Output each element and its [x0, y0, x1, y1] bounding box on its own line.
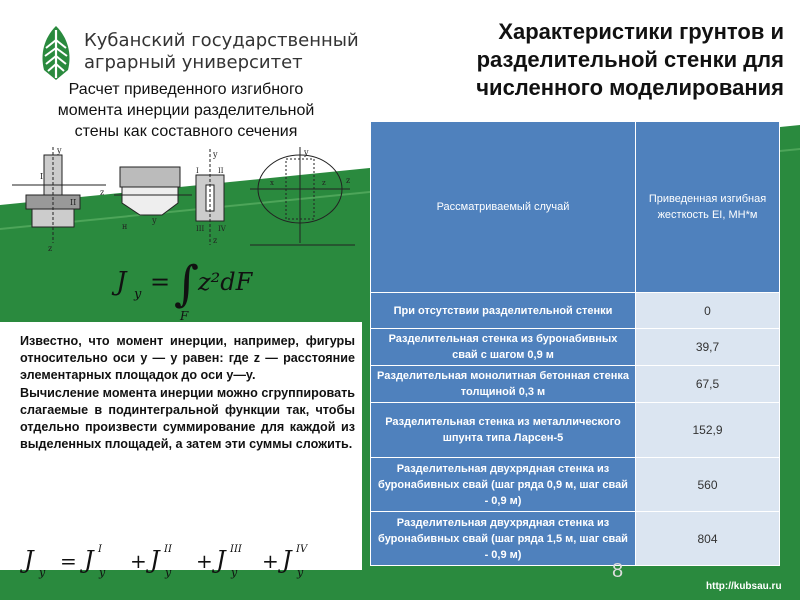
moment-of-inertia-formula	[110, 250, 270, 325]
row-value: 0	[636, 293, 780, 329]
formula1-integral: ∫	[174, 256, 200, 312]
formula2-lhs: J	[24, 546, 34, 574]
svg-text:у: у	[152, 216, 157, 225]
table-row	[371, 458, 780, 512]
svg-text:II: II	[218, 167, 224, 175]
svg-text:z: z	[100, 188, 105, 197]
formula2-term-sub: y	[297, 566, 304, 579]
row-case: Разделительная стенка из буронабивных свай с шагом 0,9 м	[371, 329, 636, 366]
header-stiffness: Приведенная изгибная жесткость EI, МН*м	[636, 122, 780, 293]
formula2-term-sub: y	[165, 566, 172, 579]
row-value: 804	[636, 512, 780, 566]
diagram-1	[12, 146, 106, 253]
row-case: Разделительная монолитная бетонная стенка толщиной 0,3 м	[371, 366, 636, 403]
diagram-3	[196, 149, 227, 245]
header-case: Рассматриваемый случай	[371, 122, 636, 293]
row-value: 152,9	[636, 403, 780, 458]
svg-text:III: III	[196, 225, 205, 233]
svg-text:IV: IV	[218, 225, 226, 233]
formula2-term-sup: I	[98, 544, 102, 555]
svg-text:II: II	[70, 198, 77, 207]
svg-text:z: z	[213, 236, 218, 245]
svg-text:I: I	[40, 172, 44, 181]
row-case: Разделительная стенка из металлического шпунта типа Ларсен-5	[371, 403, 636, 458]
row-case: Разделительная двухрядная стенка из буронабивных свай (шаг ряда 0,9 м, шаг свай - 0,9 м)	[371, 458, 636, 512]
diagram-4	[250, 147, 355, 245]
slide-subtitle: Расчет приведенного изгибного момента инерции разделительной стены как составного сечения	[57, 81, 315, 140]
table-row	[371, 403, 780, 458]
svg-text:z: z	[48, 244, 53, 253]
table-row	[371, 293, 780, 329]
table-row	[371, 512, 780, 566]
formula2-plus: +	[130, 549, 147, 573]
row-value: 39,7	[636, 329, 780, 366]
svg-text:I: I	[196, 167, 199, 175]
explanation-paragraph-1: Известно, что момент инерции, например, фигуры относительно оси y — y равен: где z — расстояние элементарных площадок до оси y—y.	[20, 334, 355, 383]
formula2-equals: =	[60, 549, 77, 573]
svg-text:y: y	[213, 150, 218, 159]
table-header-row	[371, 122, 780, 293]
university-name-line2: аграрный университет	[84, 52, 303, 73]
svg-text:x: x	[270, 179, 274, 187]
slide-title: Характеристики грунтов и разделительной стенки для численного моделирования	[476, 19, 784, 100]
formula1-lower-limit: F	[180, 309, 189, 323]
university-name-line1: Кубанский государственный	[84, 30, 359, 51]
svg-text:z: z	[346, 176, 351, 185]
formula2-term-sup: II	[164, 544, 172, 555]
row-case: Разделительная двухрядная стенка из буронабивных свай (шаг ряда 1,5 м, шаг свай - 0,9 м)	[371, 512, 636, 566]
formula2-term: J	[282, 546, 292, 574]
formula2-term: J	[84, 546, 94, 574]
svg-text:z: z	[322, 179, 326, 187]
formula2-term-sub: y	[231, 566, 238, 579]
table-row	[371, 329, 780, 366]
formula2-plus: +	[262, 549, 279, 573]
row-value: 67,5	[636, 366, 780, 403]
inertia-sum-formula	[20, 536, 350, 584]
site-url[interactable]: http://kubsau.ru	[706, 581, 782, 592]
explanation-paragraph-2: Вычисление момента инерции можно сгруппировать слагаемые в подинтегральной функции так, чтобы отдельно произвести суммирование для каждой из выделенных площадей, а затем эти суммы сложить.	[20, 385, 355, 452]
university-name	[84, 30, 359, 74]
characteristics-table	[370, 121, 780, 566]
formula2-term-sup: III	[230, 544, 242, 555]
row-value: 560	[636, 458, 780, 512]
formula2-term: J	[150, 546, 160, 574]
formula2-term-sub: y	[99, 566, 106, 579]
formula1-lhs-sub: y	[134, 287, 142, 302]
cross-section-diagrams	[10, 145, 360, 255]
svg-text:y: y	[57, 146, 62, 155]
formula2-lhs-sub: y	[39, 566, 46, 579]
formula1-integrand: z²dF	[198, 268, 253, 296]
diagram-2	[114, 167, 192, 231]
row-case: При отсутствии разделительной стенки	[371, 293, 636, 329]
explanation-text	[20, 333, 355, 453]
formula1-lhs: J	[116, 267, 127, 297]
svg-text:н: н	[122, 222, 128, 231]
university-logo	[36, 24, 76, 82]
page-number: 8	[612, 560, 624, 582]
formula2-plus: +	[196, 549, 213, 573]
footer-bar-left	[0, 584, 360, 600]
table-row	[371, 366, 780, 403]
formula1-equals: =	[150, 268, 171, 296]
formula2-term: J	[216, 546, 226, 574]
svg-text:y: y	[304, 148, 309, 157]
formula2-term-sup: IV	[296, 544, 308, 555]
